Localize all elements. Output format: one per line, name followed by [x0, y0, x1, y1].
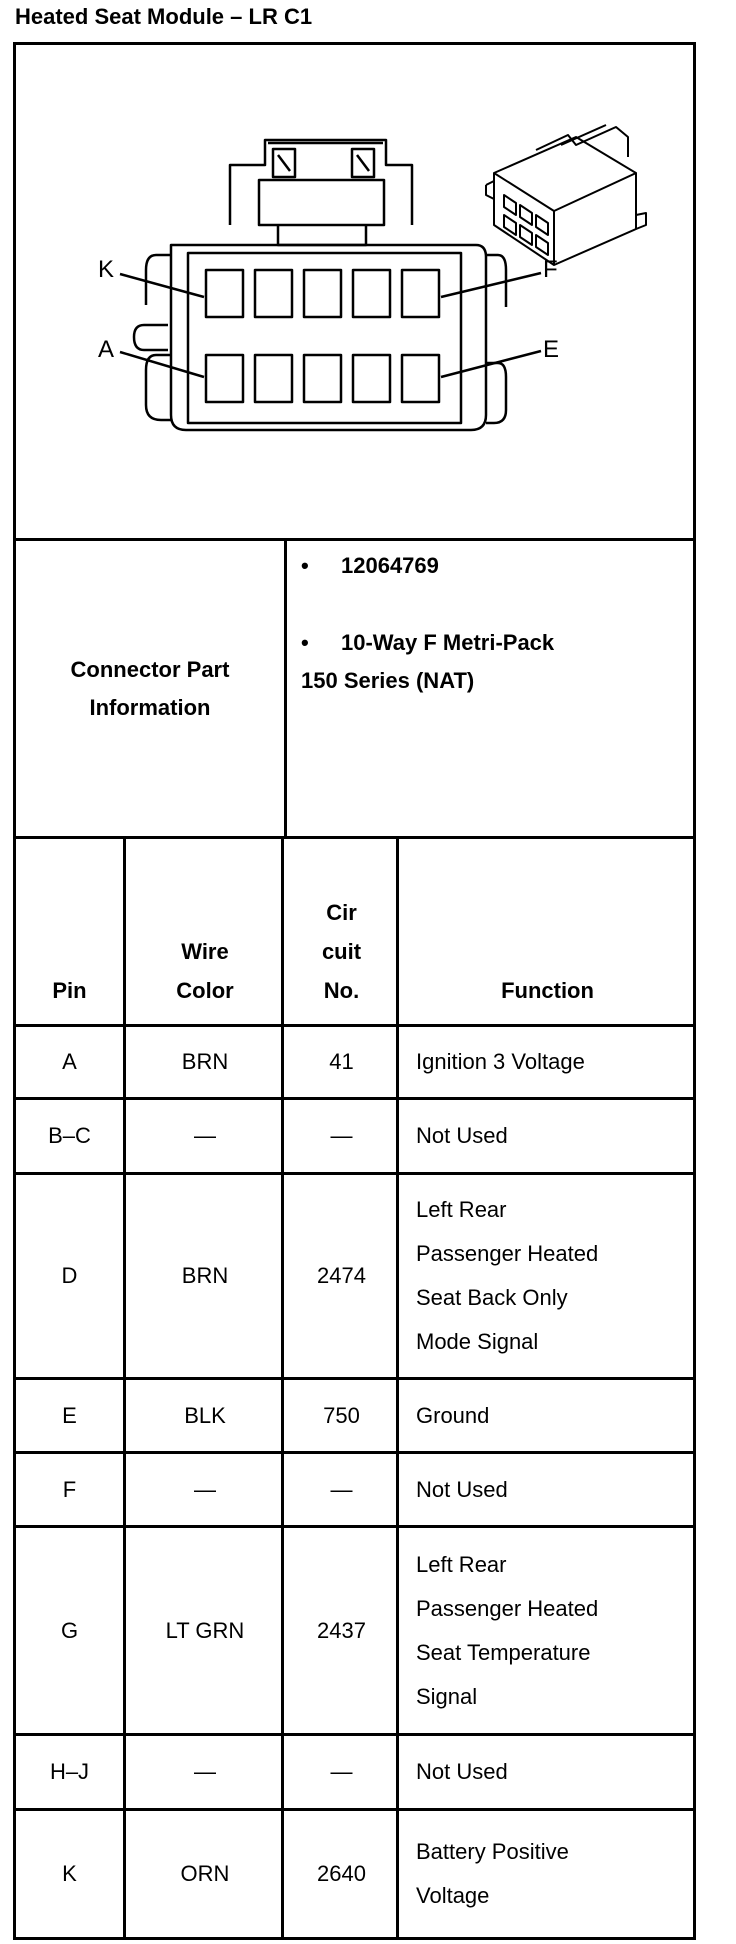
wire-color-cell: — — [129, 1100, 284, 1172]
header-function: Function — [501, 978, 594, 1003]
function-cell: Left Rear Passenger Heated Seat Temperature Signal — [416, 1551, 599, 1709]
label-a: A — [98, 336, 115, 363]
circuit-cell: — — [287, 1736, 399, 1808]
function-cell: Ignition 3 Voltage — [416, 1049, 585, 1074]
connector-description-line2: 150 Series (NAT) — [301, 668, 475, 693]
circuit-cell: 2474 — [287, 1175, 399, 1377]
wire-color-cell: LT GRN — [129, 1528, 284, 1733]
part-number: 12064769 — [341, 553, 439, 578]
table-row — [16, 1736, 693, 1811]
circuit-cell: — — [287, 1454, 399, 1525]
wire-color-cell: — — [129, 1454, 284, 1525]
label-f: F — [543, 256, 558, 283]
pin-cell: E — [16, 1380, 126, 1451]
function-cell: Ground — [416, 1402, 490, 1428]
header-wire-color: Wire Color — [129, 839, 284, 1024]
table-header — [16, 839, 693, 1027]
connector-description-item: • 10-Way F Metri-Pack — [301, 630, 555, 655]
label-e: E — [543, 336, 560, 363]
circuit-cell: 2640 — [287, 1811, 399, 1937]
pin-cell: F — [16, 1454, 126, 1525]
circuit-cell: 750 — [287, 1380, 399, 1451]
wire-color-cell: — — [129, 1736, 284, 1808]
wire-color-cell: BRN — [129, 1027, 284, 1097]
pin-cell: H–J — [16, 1736, 126, 1808]
table-row — [16, 1027, 693, 1100]
function-cell: Not Used — [416, 1759, 508, 1784]
wire-color-cell: ORN — [129, 1811, 284, 1937]
wire-color-cell: BRN — [129, 1175, 284, 1377]
pin-cell: A — [16, 1027, 126, 1097]
pin-cell: D — [16, 1175, 126, 1377]
connector-part-info-row — [16, 541, 693, 839]
table-row — [16, 1811, 693, 1937]
connector-part-info-value — [287, 541, 693, 836]
pin-cell: K — [16, 1811, 126, 1937]
pinout-table — [13, 42, 696, 1940]
header-pin: Pin — [16, 839, 126, 1024]
table-row — [16, 1380, 693, 1454]
page-title: Heated Seat Module – LR C1 — [15, 4, 313, 29]
connector-diagram — [16, 45, 693, 541]
connector-part-info-label: Connector Part Information — [16, 541, 287, 836]
function-cell: Left Rear Passenger Heated Seat Back Only Mode Signal — [416, 1197, 599, 1354]
table-row — [16, 1100, 693, 1175]
circuit-cell: 41 — [287, 1027, 399, 1097]
pin-cell: G — [16, 1528, 126, 1733]
function-cell: Not Used — [416, 1123, 508, 1148]
wire-color-cell: BLK — [129, 1380, 284, 1451]
function-cell: Not Used — [416, 1476, 508, 1502]
connector-isometric-view — [486, 125, 646, 265]
header-circuit-no: Cir cuit No. — [287, 839, 399, 1024]
label-k: K — [98, 256, 115, 283]
table-row — [16, 1454, 693, 1528]
connector-drawing — [16, 45, 693, 538]
table-row — [16, 1528, 693, 1736]
table-row — [16, 1175, 693, 1380]
part-number-item: • 12064769 — [301, 553, 439, 578]
function-cell: Battery Positive Voltage — [416, 1839, 569, 1908]
circuit-cell: 2437 — [287, 1528, 399, 1733]
pin-cell: B–C — [16, 1100, 126, 1172]
circuit-cell: — — [287, 1100, 399, 1172]
